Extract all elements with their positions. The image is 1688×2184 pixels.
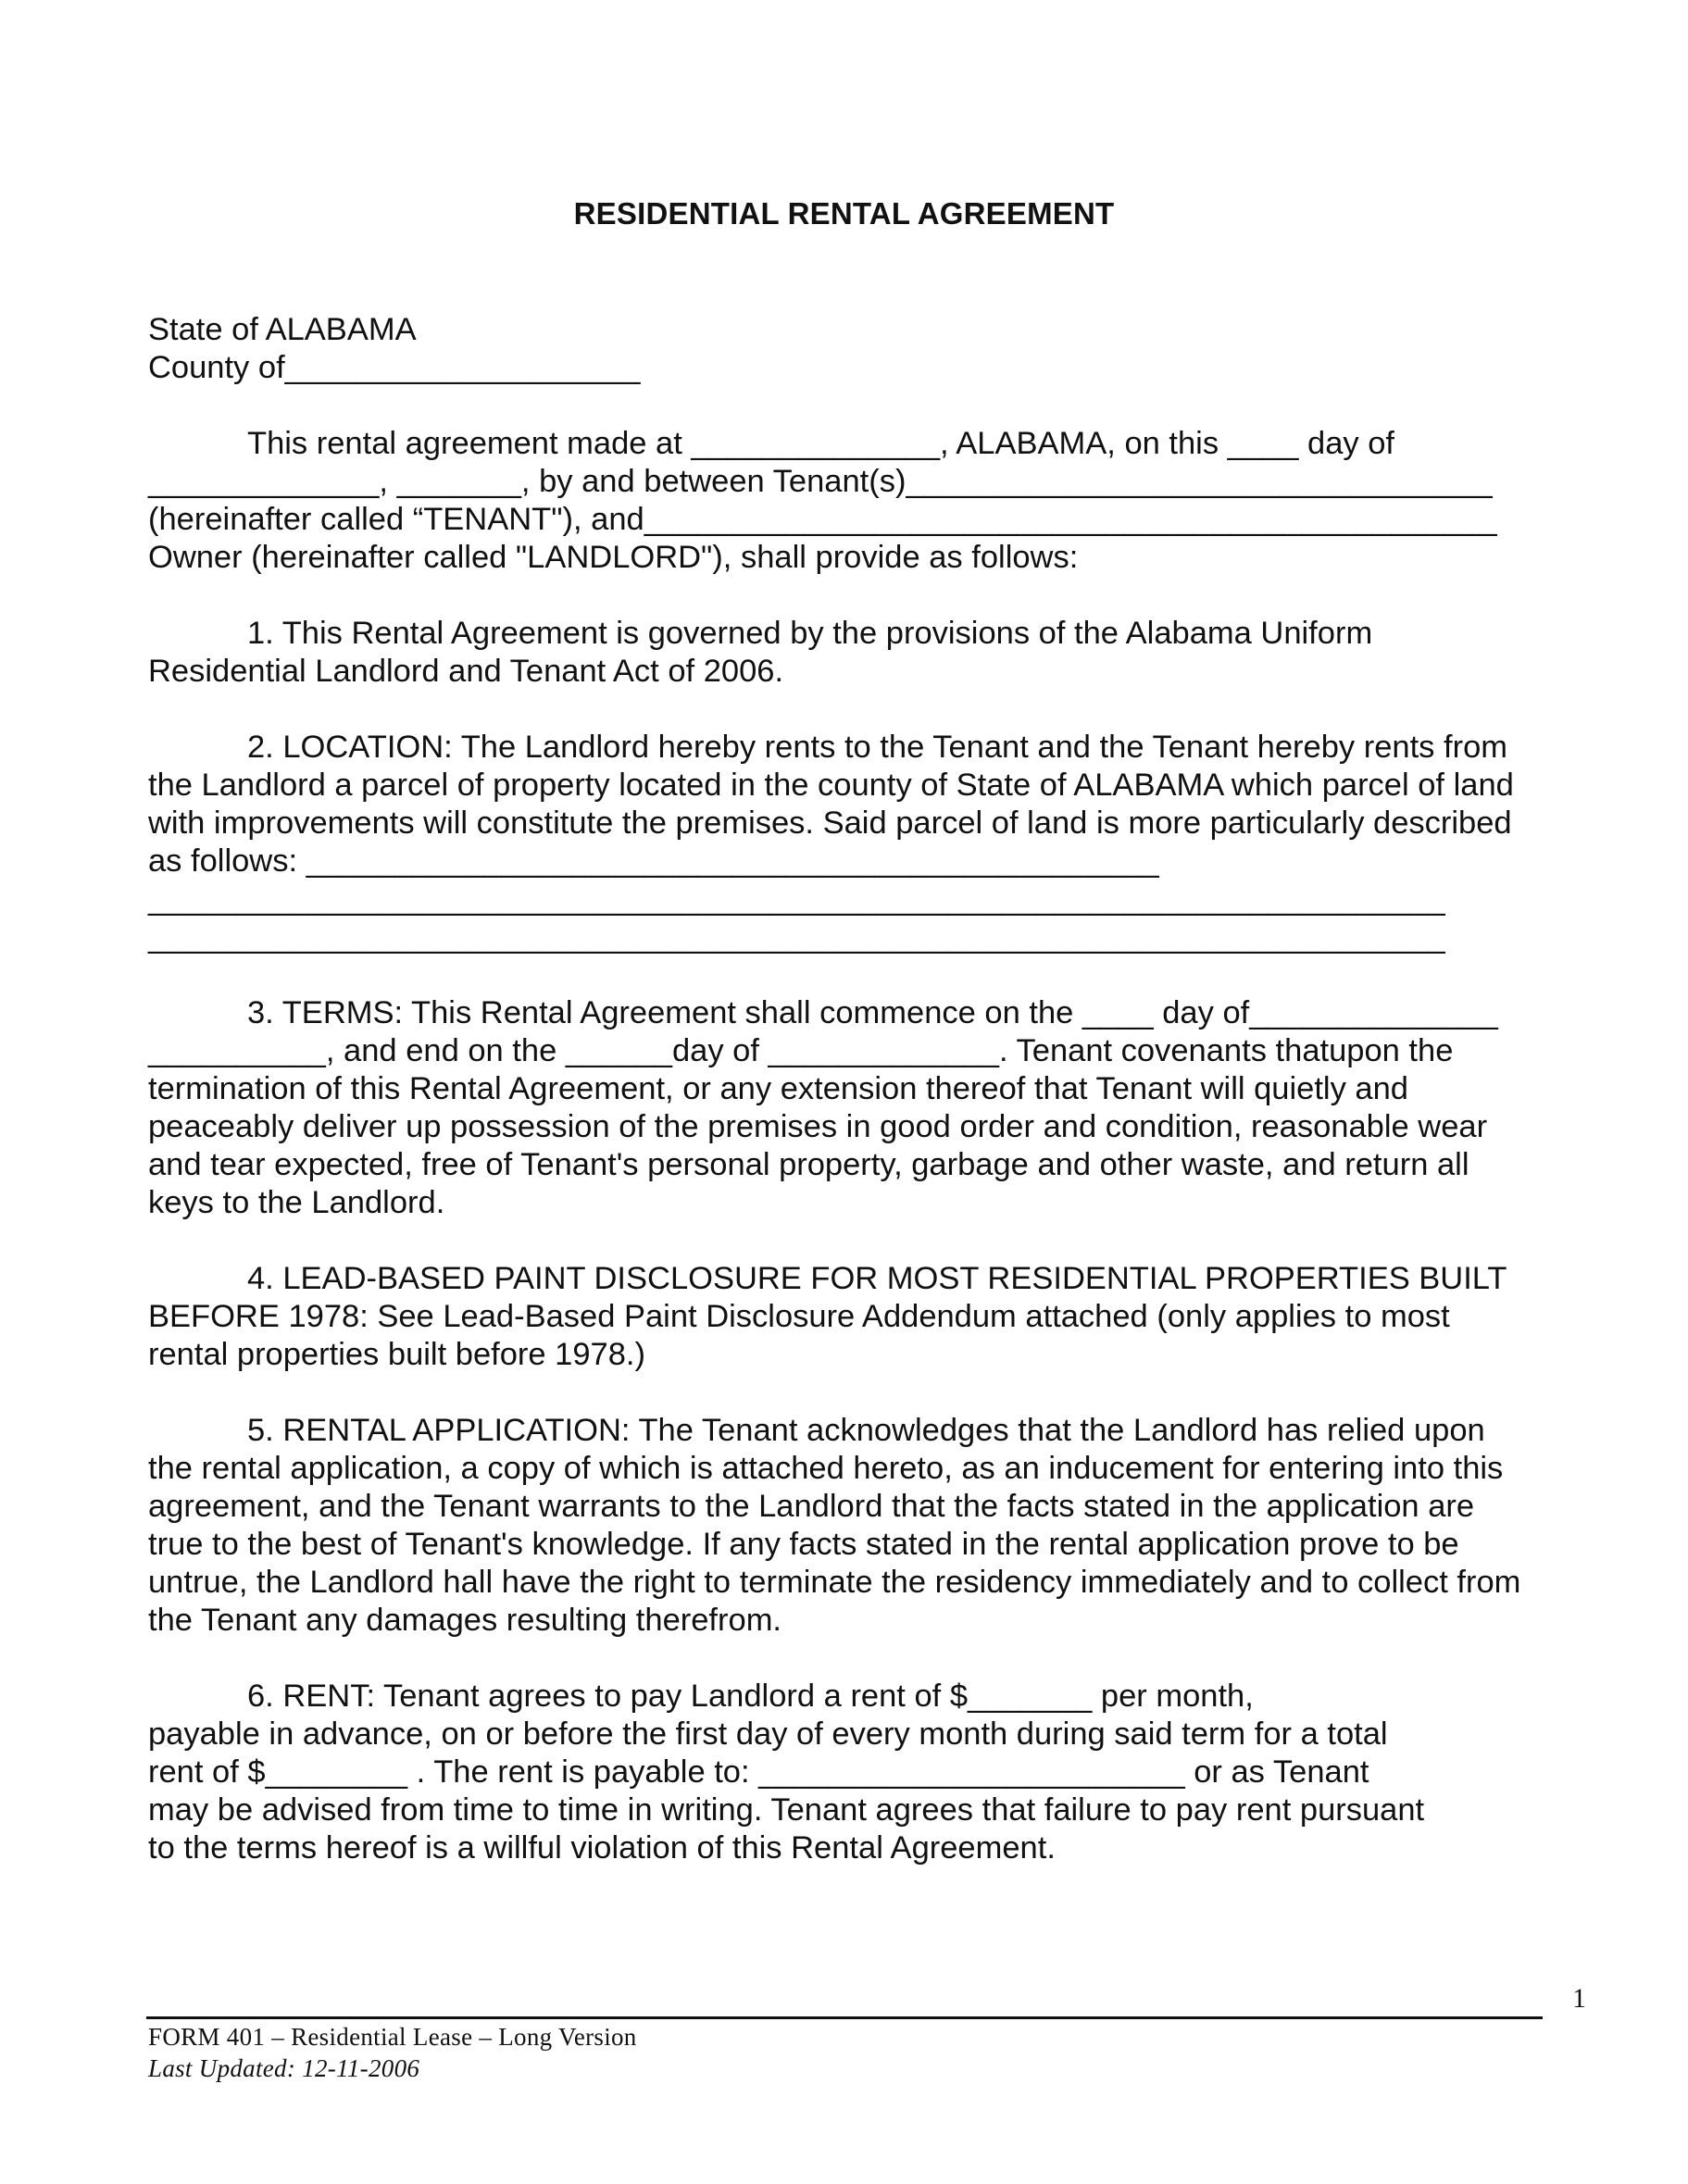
intro-paragraph: [148, 425, 1574, 577]
section-lead-paint: [148, 1260, 1574, 1374]
paragraph-line: peaceably deliver up possession of the premises in good order and condition, reasonable wear: [148, 1109, 1488, 1144]
paragraph-line: payable in advance, on or before the first day of every month during said term for a total: [148, 1716, 1388, 1752]
paragraph-line: keys to the Landlord.: [148, 1185, 445, 1220]
section-governing-law: [148, 615, 1574, 691]
paragraph-line: to the terms hereof is a willful violation of this Rental Agreement.: [148, 1830, 1056, 1866]
section-rent: [148, 1678, 1574, 1867]
blank-fill-line: _________________________________________________________________________: [148, 881, 1445, 917]
paragraph-line: the Tenant any damages resulting therefrom.: [148, 1603, 782, 1638]
paragraph-line: 1. This Rental Agreement is governed by the provisions of the Alabama Uniform: [247, 616, 1373, 651]
paragraph-line: 2. LOCATION: The Landlord hereby rents to the Tenant and the Tenant hereby rents from: [247, 730, 1507, 765]
paragraph-line: 5. RENTAL APPLICATION: The Tenant acknowledges that the Landlord has relied upon: [247, 1413, 1485, 1448]
paragraph-line: untrue, the Landlord hall have the right to terminate the residency immediately and to collect from: [148, 1565, 1521, 1600]
page-number: 1: [1572, 1983, 1586, 2014]
state-line: State of ALABAMA: [148, 312, 417, 347]
paragraph-line: true to the best of Tenant's knowledge. If any facts stated in the rental application prove to be: [148, 1527, 1459, 1562]
paragraph-line: the Landlord a parcel of property located in the county of State of ALABAMA which parcel of land: [148, 768, 1514, 803]
paragraph-line: the rental application, a copy of which is attached hereto, as an inducement for entering into this: [148, 1451, 1504, 1486]
footer-last-updated: Last Updated: 12-11-2006: [148, 2054, 420, 2082]
paragraph-line: as follows: ________________________________________________: [148, 843, 1159, 879]
paragraph-line: (hereinafter called “TENANT"), and________________________________________________: [148, 502, 1497, 537]
paragraph-line: 6. RENT: Tenant agrees to pay Landlord a rent of $_______ per month,: [247, 1679, 1254, 1714]
paragraph-line: Residential Landlord and Tenant Act of 2006.: [148, 654, 784, 689]
paragraph-line: with improvements will constitute the premises. Said parcel of land is more particularly described: [148, 805, 1512, 841]
paragraph-line: 4. LEAD-BASED PAINT DISCLOSURE FOR MOST RESIDENTIAL PROPERTIES BUILT: [247, 1261, 1507, 1296]
paragraph-line: This rental agreement made at ______________, ALABAMA, on this ____ day of: [247, 426, 1395, 461]
document-title: RESIDENTIAL RENTAL AGREEMENT: [573, 196, 1115, 231]
paragraph-line: rental properties built before 1978.): [148, 1337, 645, 1372]
paragraph-line: 3. TERMS: This Rental Agreement shall commence on the ____ day of______________: [247, 995, 1498, 1030]
section-rental-application: [148, 1412, 1574, 1640]
section-location: [148, 729, 1574, 956]
county-line: County of____________________: [148, 350, 641, 385]
paragraph-line: termination of this Rental Agreement, or any extension thereof that Tenant will quietly and: [148, 1071, 1408, 1106]
footer-divider: [146, 2016, 1543, 2019]
blank-fill-line: _________________________________________________________________________: [148, 919, 1445, 955]
paragraph-line: agreement, and the Tenant warrants to the Landlord that the facts stated in the application are: [148, 1489, 1475, 1524]
jurisdiction-block: [148, 311, 1574, 387]
paragraph-line: rent of $________ . The rent is payable to: ________________________ or as Tenant: [148, 1754, 1369, 1790]
paragraph-line: may be advised from time to time in writing. Tenant agrees that failure to pay rent pursuant: [148, 1792, 1425, 1828]
paragraph-line: and tear expected, free of Tenant's personal property, garbage and other waste, and return all: [148, 1147, 1469, 1182]
paragraph-line: Owner (hereinafter called "LANDLORD"), shall provide as follows:: [148, 540, 1079, 575]
paragraph-line: BEFORE 1978: See Lead-Based Paint Disclosure Addendum attached (only applies to most: [148, 1299, 1450, 1334]
footer-form-label: FORM 401 – Residential Lease – Long Version: [148, 2023, 637, 2051]
paragraph-line: __________, and end on the ______day of _____________. Tenant covenants thatupon the: [148, 1033, 1454, 1068]
section-terms: [148, 994, 1574, 1222]
paragraph-line: _____________, _______, by and between Tenant(s)_________________________________: [148, 464, 1493, 499]
